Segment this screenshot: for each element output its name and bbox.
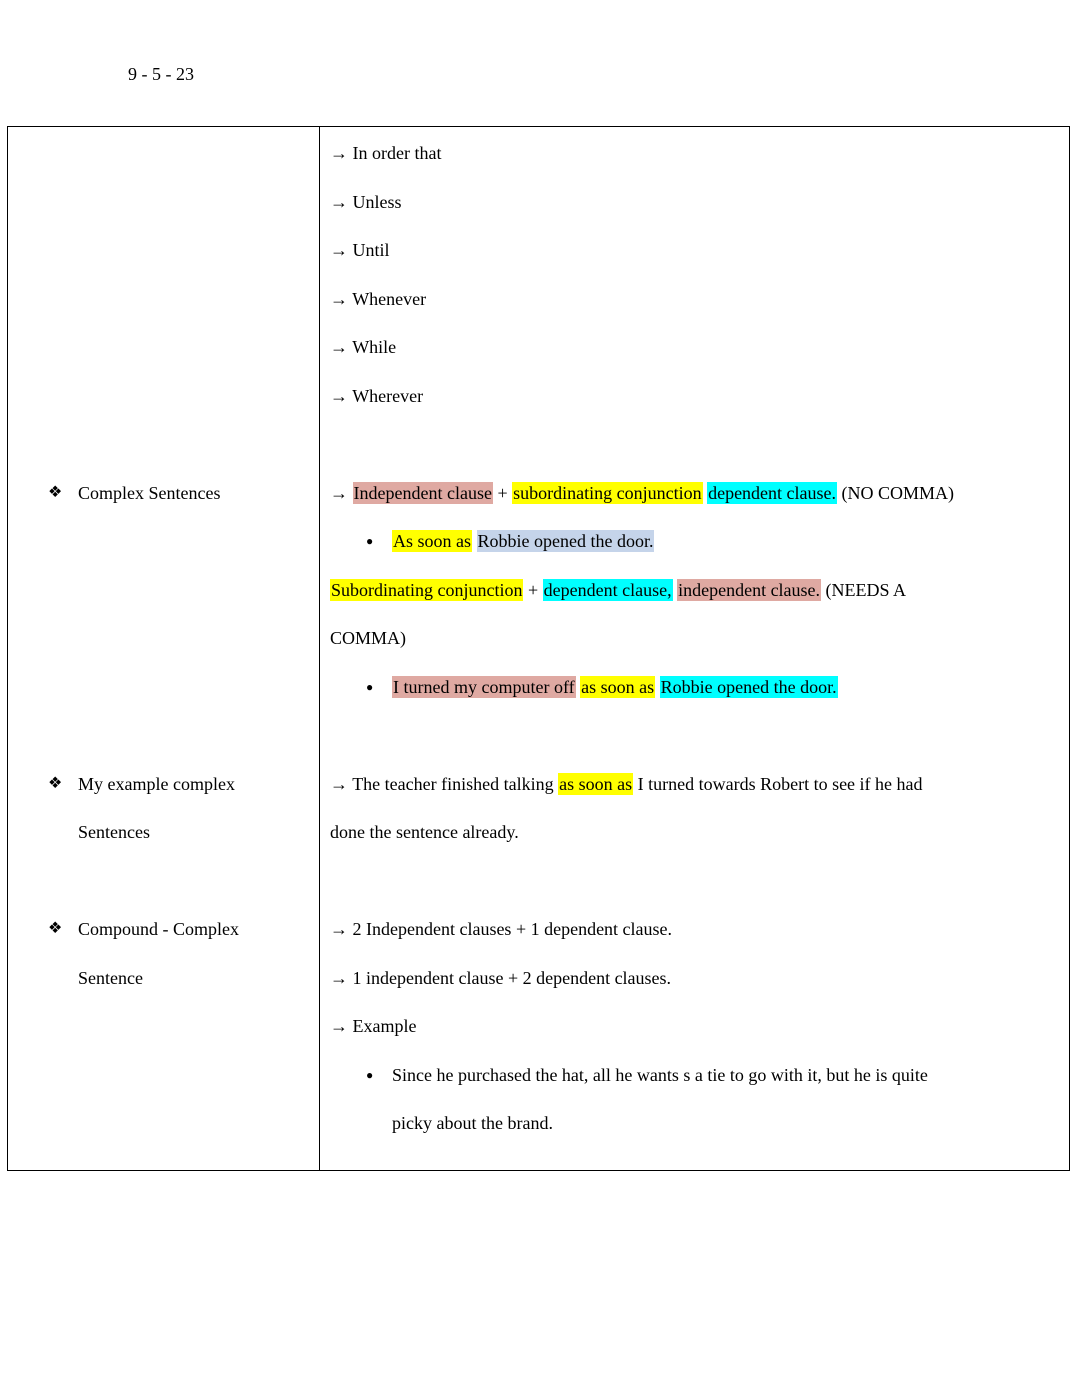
- highlighted-text-rose: I turned my computer off: [393, 676, 575, 697]
- arrow-line: [330, 760, 1069, 809]
- bullet-icon: ●: [366, 534, 374, 548]
- term-cell: [8, 127, 320, 469]
- blank-line: [330, 711, 1069, 760]
- arrow-icon: →: [330, 1016, 353, 1036]
- bullet-line: [330, 1051, 1069, 1100]
- text-line: [330, 808, 1069, 857]
- arrow-line: [330, 372, 1069, 421]
- table-row: [8, 469, 1069, 760]
- arrow-line: [330, 323, 1069, 372]
- term-item: [18, 905, 319, 1002]
- text-segment: [655, 677, 660, 697]
- bullet-icon: ●: [366, 679, 374, 694]
- highlighted-text-yellow: subordinating conjunction: [513, 482, 702, 503]
- highlighted-text-cyan: dependent clause.: [708, 482, 837, 503]
- text-segment: In order that: [352, 143, 442, 163]
- definition-cell: [320, 469, 1069, 760]
- arrow-line: [330, 226, 1069, 275]
- text-segment: 2 Independent clauses + 1 dependent clause.: [352, 919, 673, 939]
- table-row: [8, 760, 1069, 906]
- blank-line: [330, 420, 1069, 469]
- term-line: Compound - Complex: [78, 919, 239, 939]
- term-cell: [8, 469, 320, 760]
- date-heading: 9 - 5 - 23: [128, 64, 194, 84]
- term-line: Sentence: [78, 967, 143, 988]
- term-line: Sentences: [78, 822, 150, 842]
- arrow-icon: →: [330, 919, 353, 939]
- notes-table: [7, 126, 1070, 1171]
- highlighted-text-rose: independent clause.: [678, 579, 821, 600]
- bullet-continuation-line: [330, 1099, 1069, 1148]
- definition-cell: [320, 127, 1069, 469]
- text-line: [330, 614, 1069, 663]
- definition-cell: [320, 905, 1069, 1170]
- text-segment: COMMA): [330, 628, 407, 648]
- term-item: [18, 469, 319, 518]
- arrow-line: [330, 469, 1069, 518]
- highlighted-text-blue: Robbie opened the door.: [477, 531, 654, 551]
- diamond-bullet-icon: ❖: [48, 774, 63, 792]
- highlighted-text-yellow: As soon as: [393, 531, 472, 551]
- bullet-line: [330, 663, 1069, 712]
- highlighted-text-yellow: as soon as: [581, 676, 655, 697]
- arrow-icon: →: [330, 240, 353, 260]
- table-row: [8, 905, 1069, 1170]
- arrow-icon: →: [330, 337, 353, 357]
- text-segment: Until: [352, 240, 390, 260]
- text-segment: (NO COMMA): [837, 482, 955, 503]
- text-segment: Example: [352, 1016, 417, 1036]
- highlighted-text-yellow: Subordinating conjunction: [331, 579, 523, 600]
- text-segment: Wherever: [352, 385, 424, 406]
- term-item: [18, 760, 319, 857]
- diamond-bullet-icon: ❖: [48, 920, 63, 937]
- highlighted-text-yellow: as soon as: [559, 773, 633, 794]
- text-segment: 1 independent clause + 2 dependent clauses.: [352, 967, 672, 988]
- arrow-icon: →: [330, 773, 353, 794]
- text-segment: done the sentence already.: [330, 822, 519, 842]
- blank-line: [330, 857, 1069, 906]
- text-segment: Since he purchased the hat, all he wants s a tie to go with it, but he is quite: [392, 1064, 928, 1085]
- highlighted-text-rose: Independent clause: [353, 482, 492, 503]
- arrow-icon: →: [330, 288, 353, 309]
- text-segment: +: [492, 482, 513, 503]
- table-row: [8, 127, 1069, 469]
- arrow-icon: →: [330, 967, 353, 988]
- arrow-line: [330, 1002, 1069, 1051]
- text-segment: +: [523, 579, 543, 600]
- bullet-icon: ●: [366, 1067, 374, 1082]
- arrow-icon: →: [330, 482, 353, 503]
- arrow-icon: →: [330, 385, 353, 406]
- bullet-line: [330, 517, 1069, 566]
- term-cell: [8, 760, 320, 906]
- text-segment: [472, 531, 477, 551]
- highlighted-text-cyan: dependent clause,: [543, 579, 672, 600]
- term-line: Complex Sentences: [78, 482, 221, 503]
- text-segment: (NEEDS A: [821, 579, 907, 600]
- definition-cell: [320, 760, 1069, 906]
- text-segment: I turned towards Robert to see if he had: [633, 773, 923, 794]
- arrow-icon: →: [330, 191, 353, 212]
- arrow-line: [330, 178, 1069, 227]
- text-segment: picky about the brand.: [392, 1113, 553, 1133]
- term-line: My example complex: [78, 773, 235, 794]
- arrow-line: [330, 954, 1069, 1003]
- arrow-line: [330, 905, 1069, 954]
- arrow-line: [330, 275, 1069, 324]
- text-segment: Unless: [352, 191, 402, 212]
- highlighted-text-cyan: Robbie opened the door.: [660, 676, 837, 697]
- text-segment: The teacher finished talking: [352, 773, 559, 794]
- text-segment: While: [352, 337, 397, 357]
- term-cell: [8, 905, 320, 1170]
- arrow-line: [330, 129, 1069, 178]
- text-segment: Whenever: [352, 288, 427, 309]
- arrow-icon: →: [330, 143, 353, 163]
- diamond-bullet-icon: ❖: [48, 483, 63, 501]
- text-line: [330, 566, 1069, 615]
